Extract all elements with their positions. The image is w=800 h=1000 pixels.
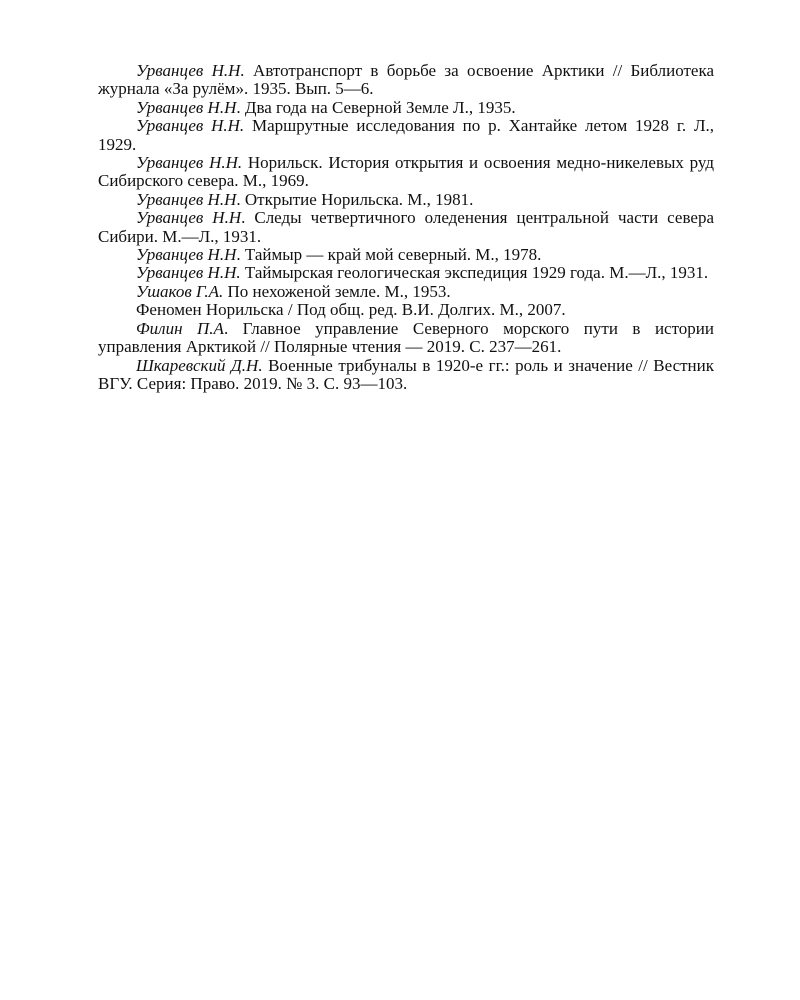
entry-author: Урванцев Н.Н [136,189,237,209]
entry-text: . Два года на Северной Земле Л., 1935. [236,97,516,117]
entry-text: Автотранспорт в борьбе за освоение Арктики // Библиотека журнала «За рулём». 1935. Вып. 5—6. [98,61,714,99]
entry-author: Урванцев Н.Н. [136,116,245,136]
entry-author: Урванцев Н.Н [136,97,237,117]
entry-author: Филин П.А [136,318,224,338]
bibliography-entry [98,209,714,246]
entry-text: По нехоженой земле. М., 1953. [223,281,451,301]
entry-text: . Следы четвертичного оледенения центральной части севера Сибири. М.—Л., 1931. [98,208,714,246]
bibliography-entry [98,246,714,264]
bibliography-entry [98,62,714,99]
bibliography-entry [98,264,714,282]
entry-text: Норильск. История открытия и освоения медно-никелевых руд Сибирского севера. М., 1969. [98,153,715,191]
entry-author: Урванцев Н.Н [136,245,237,265]
bibliography-entry [98,283,714,301]
bibliography-page [98,62,714,393]
entry-text: Маршрутные исследования по р. Хантайке летом 1928 г. Л., 1929. [98,116,715,154]
bibliography-entry [98,117,714,154]
entry-text: Таймырская геологическая экспедиция 1929 года. М.—Л., 1931. [240,263,709,283]
entry-author: Урванцев Н.Н. [136,61,245,80]
bibliography-entry [98,191,714,209]
bibliography-entry [98,301,714,319]
entry-text: . Открытие Норильска. М., 1981. [236,189,474,209]
entry-author: Урванцев Н.Н [136,208,242,228]
bibliography-entry [98,154,714,191]
bibliography-entry [98,357,714,394]
entry-text: . Главное управление Северного морского пути в истории управления Арктикой // Полярные чтения — 2019. С. 237—261. [98,318,714,357]
entry-text: . Таймыр — край мой северный. М., 1978. [236,245,542,265]
entry-author: Урванцев Н.Н. [136,153,243,173]
entry-author: Ушаков Г.А. [136,281,224,301]
entry-text: Военные трибуналы в 1920-е гг.: роль и значение // Вестник ВГУ. Серия: Право. 2019. № 3. С. 93—103. [98,355,714,393]
entry-author: Шкаревский Д.Н. [136,355,263,375]
entry-author: Урванцев Н.Н. [136,263,241,283]
bibliography-entry [98,99,714,117]
bibliography-entry [98,320,714,357]
entry-text: Феномен Норильска / Под общ. ред. В.И. Долгих. М., 2007. [136,300,566,320]
